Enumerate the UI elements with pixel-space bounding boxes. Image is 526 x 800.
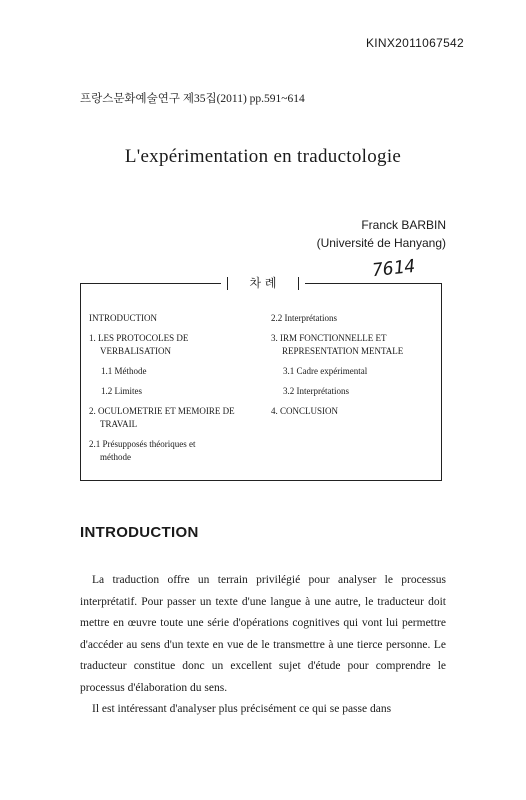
toc-item-label: 2.1 Présupposés théoriques et xyxy=(89,439,196,449)
toc-heading: 차 례 xyxy=(221,274,305,292)
author-affiliation: (Université de Hanyang) xyxy=(316,236,446,250)
toc-item xyxy=(271,385,435,398)
toc-item-label: 4. CONCLUSION xyxy=(271,406,339,416)
toc-item xyxy=(89,405,259,431)
section-heading: INTRODUCTION xyxy=(80,524,199,541)
article-title: L'expérimentation en traductologie xyxy=(124,146,402,167)
toc-item-label: 1.1 Méthode xyxy=(101,366,147,376)
toc-item-continuation: TRAVAIL xyxy=(100,419,138,429)
toc-item xyxy=(89,332,259,358)
toc-item-label: 3.2 Interprétations xyxy=(283,386,349,396)
body-text xyxy=(80,570,446,721)
toc-item-continuation: VERBALISATION xyxy=(100,346,171,356)
toc-item xyxy=(89,312,259,325)
toc-item-label: 2.2 Interprétations xyxy=(271,313,337,323)
paragraph: La traduction offre un terrain privilégié pour analyser le processus interprétatif. Pour passer un texte d'une langue à une autre, le traducteur doit mettre en œuvre toute une série d'opérations cognitives qui vont lui permettre d'accéder au sens d'un texte en vue de le transmettre à une tierce personne. Le traducteur constitue donc un excellent sujet d'étude pour comprendre le processus d'élaboration du sens. xyxy=(80,574,446,694)
toc-item xyxy=(89,385,259,398)
toc-left-column xyxy=(89,312,259,471)
table-of-contents xyxy=(80,276,442,481)
toc-item xyxy=(271,332,435,358)
paragraph: Il est intéressant d'analyser plus précisément ce qui se passe dans xyxy=(92,703,392,715)
toc-item-label: 3. IRM FONCTIONNELLE ET xyxy=(271,333,387,343)
toc-item xyxy=(271,312,435,325)
handwritten-note: 7614 xyxy=(371,255,417,282)
toc-item xyxy=(89,438,259,464)
journal-reference: 프랑스문화예술연구 제35집(2011) pp.591~614 xyxy=(80,93,305,105)
toc-item xyxy=(271,405,435,418)
author-block xyxy=(317,216,446,252)
toc-item-continuation: REPRESENTATION MENTALE xyxy=(282,346,404,356)
toc-item-continuation: méthode xyxy=(100,452,131,462)
toc-item-label: 2. OCULOMETRIE ET MEMOIRE DE xyxy=(89,406,235,416)
toc-item-label: 1.2 Limites xyxy=(101,386,142,396)
toc-item-label: INTRODUCTION xyxy=(89,313,157,323)
toc-item xyxy=(271,365,435,378)
toc-right-column xyxy=(271,312,435,425)
toc-item-label: 3.1 Cadre expérimental xyxy=(283,366,368,376)
author-name: Franck BARBIN xyxy=(361,218,446,232)
toc-item xyxy=(89,365,259,378)
toc-item-label: 1. LES PROTOCOLES DE xyxy=(89,333,189,343)
document-id: KINX2011067542 xyxy=(365,36,464,50)
